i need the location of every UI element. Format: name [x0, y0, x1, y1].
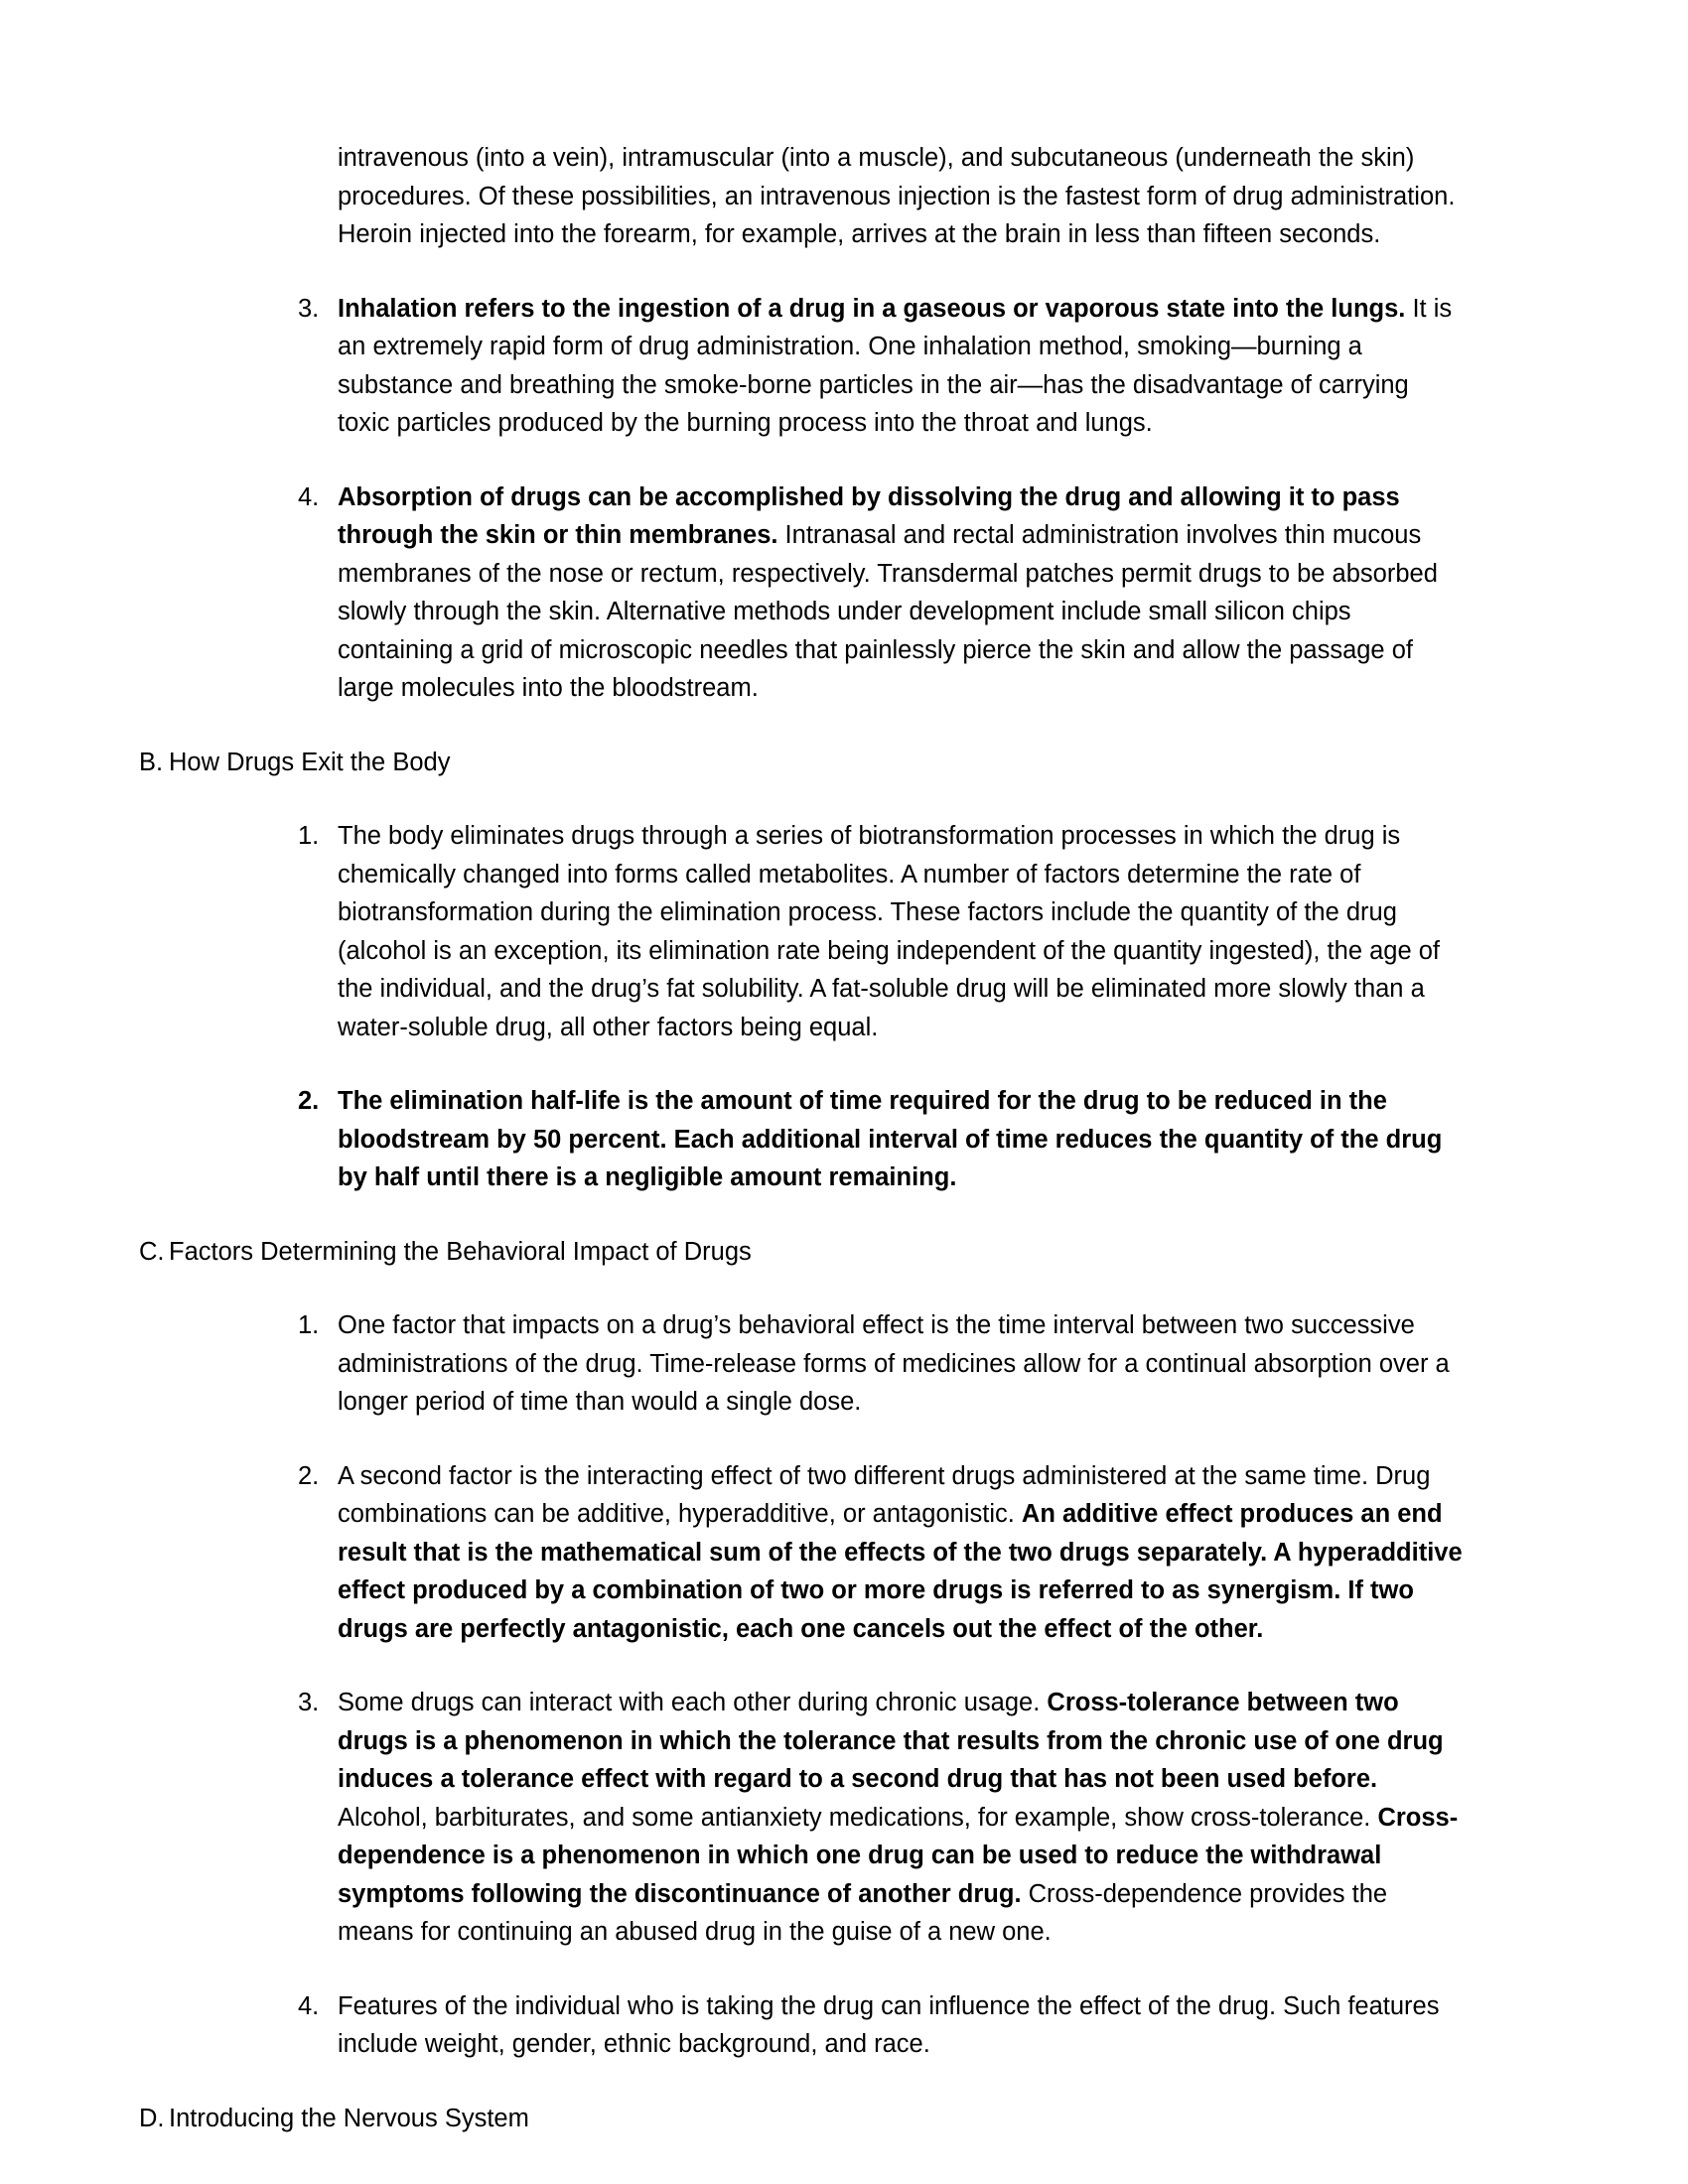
- section-title: Factors Determining the Behavioral Impact of Drugs: [169, 1237, 752, 1266]
- list-item-text: [338, 290, 1465, 443]
- list-item: [298, 1684, 1465, 1952]
- section-heading-c: [139, 1233, 1465, 1272]
- list-item-bold-lead: Inhalation refers to the ingestion of a drug in a gaseous or vaporous state into the lungs.: [338, 294, 1406, 323]
- run-plain: Alcohol, barbiturates, and some antianxiety medications, for example, show cross-tolerance.: [338, 1803, 1378, 1832]
- list-item-text: [338, 1684, 1465, 1952]
- list-item-marker: 2.: [298, 1461, 320, 1490]
- section-title: How Drugs Exit the Body: [169, 748, 451, 776]
- run-bold: An additive effect produces an end result that is the mathematical sum of the effects of the two drugs separately. A hyperadditive effect produced by a combination of two or more drugs is referred to as synergism. If two drugs are perfectly antagonistic, each one cancels out the effect of the other.: [338, 1500, 1463, 1643]
- list-item-marker: 2.: [298, 1087, 320, 1115]
- section-marker: B.: [139, 748, 164, 776]
- list-item: [298, 290, 1465, 443]
- section-marker: D.: [139, 2104, 165, 2132]
- list-item: [298, 1987, 1465, 2064]
- list-item-marker: 1.: [298, 1311, 320, 1339]
- list-item-marker: 3.: [298, 294, 320, 323]
- list-item: [298, 1306, 1465, 1422]
- run-plain: Some drugs can interact with each other during chronic usage.: [338, 1689, 1048, 1716]
- run-plain: Cross-dependence provides the means for continuing an abused drug in the guise of a new one.: [338, 1879, 1388, 1946]
- list-item-text: [338, 478, 1465, 708]
- section-heading-b: [139, 744, 1465, 782]
- list-item: [298, 1457, 1465, 1649]
- list-item-bold-lead: Absorption of drugs can be accomplished by dissolving the drug and allowing it to pass through the skin or thin membranes.: [338, 482, 1400, 549]
- list-item-text: The body eliminates drugs through a series of biotransformation processes in which the drug is chemically changed into forms called metabolites. A number of factors determine the rate of biotransformation during the elimination process. These factors include the quantity of the drug (alcohol is an exception, its elimination rate being independent of the quantity ingested), the age of the individual, and the drug’s fat solubility. A fat-soluble drug will be eliminated more slowly than a water-soluble drug, all other factors being equal.: [338, 822, 1440, 1041]
- section-marker: C.: [139, 1237, 165, 1266]
- list-item-text: Features of the individual who is taking the drug can influence the effect of the drug. Such features include weight, gender, ethnic background, and race.: [338, 1991, 1440, 2058]
- page-content: [139, 139, 1465, 2137]
- list-item: [298, 1082, 1465, 1197]
- list-item-marker: 1.: [298, 822, 320, 850]
- run-plain: A second factor is the interacting effect of two different drugs administered at the same time. Drug combinations can be additive, hyperadditive, or antagonistic.: [338, 1461, 1431, 1528]
- section-title: Introducing the Nervous System: [169, 2104, 529, 2132]
- list-item-marker: 3.: [298, 1689, 320, 1716]
- run-bold: Cross-tolerance between two drugs is a phenomenon in which the tolerance that results from the chronic use of one drug induces a tolerance effect with regard to a second drug that has not been used before.: [338, 1689, 1444, 1793]
- list-item-marker: 4.: [298, 482, 320, 511]
- carryover-paragraph: intravenous (into a vein), intramuscular (into a muscle), and subcutaneous (underneath the skin) procedures. Of these possibilities, an intravenous injection is the fastest form of drug administration. Heroin injected into the forearm, for example, arrives at the brain in less than fifteen seconds.: [338, 144, 1456, 248]
- list-item-text: The elimination half-life is the amount of time required for the drug to be reduced in the bloodstream by 50 percent. Each additional interval of time reduces the quantity of the drug by half until there is a negligible amount remaining.: [338, 1087, 1443, 1191]
- list-item-text: [338, 1457, 1465, 1649]
- section-heading-d: [139, 2100, 1465, 2138]
- list-item-text: One factor that impacts on a drug’s behavioral effect is the time interval between two successive administrations of the drug. Time-release forms of medicines allow for a continual absorption over a longer period of time than would a single dose.: [338, 1311, 1450, 1416]
- list-item: [298, 817, 1465, 1046]
- list-item: [298, 478, 1465, 708]
- run-bold: Cross-dependence is a phenomenon in which one drug can be used to reduce the withdrawal symptoms following the discontinuance of another drug.: [338, 1803, 1459, 1908]
- list-item-marker: 4.: [298, 1991, 320, 2020]
- list-item-body: Intranasal and rectal administration involves thin mucous membranes of the nose or rectum, respectively. Transdermal patches permit drugs to be absorbed slowly through the skin. Alternative methods under development include small silicon chips containing a grid of microscopic needles that painlessly pierce the skin and allow the passage of large molecules into the bloodstream.: [338, 521, 1438, 702]
- list-item-body: It is an extremely rapid form of drug administration. One inhalation method, smoking—burning a substance and breathing the smoke-borne particles in the air—has the disadvantage of carrying toxic particles produced by the burning process into the throat and lungs.: [338, 294, 1453, 437]
